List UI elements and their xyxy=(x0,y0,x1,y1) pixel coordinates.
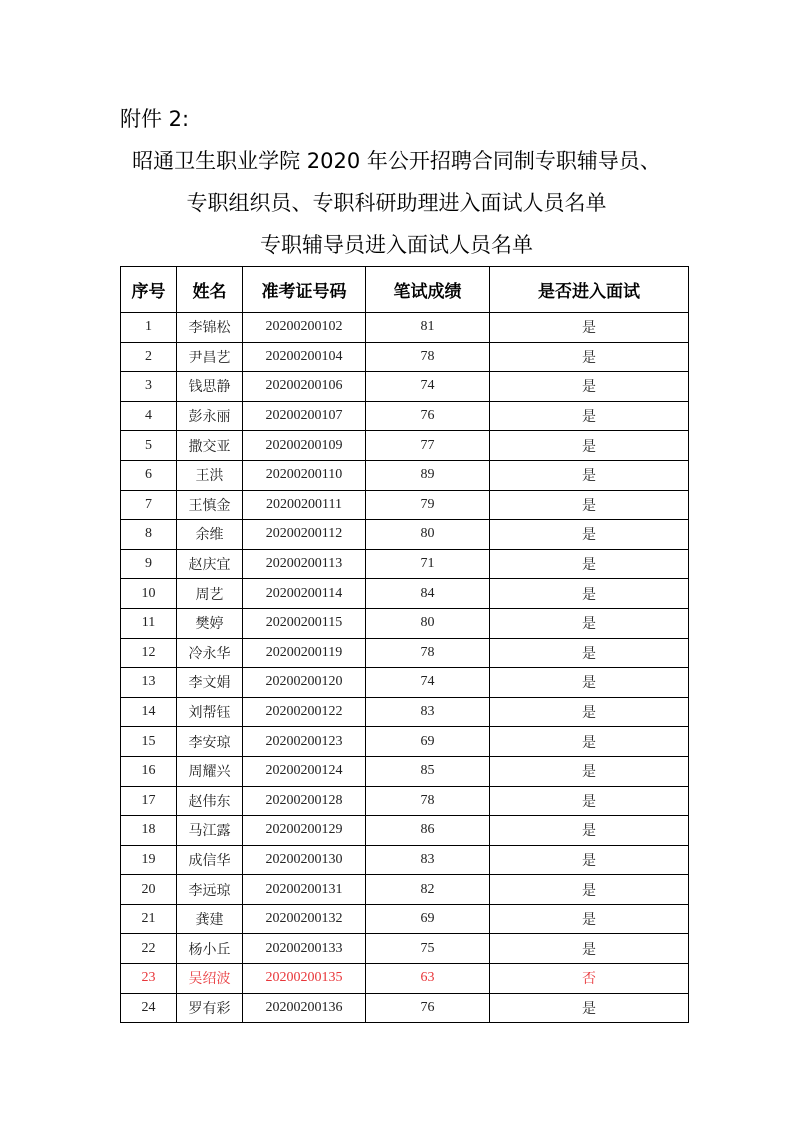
cell-interview: 是 xyxy=(490,401,689,431)
cell-exam-id: 20200200102 xyxy=(243,313,366,343)
cell-name: 冷永华 xyxy=(177,638,243,668)
cell-interview: 是 xyxy=(490,460,689,490)
table-row xyxy=(121,786,689,816)
table-header-row xyxy=(121,267,689,313)
table-subtitle: 专职辅导员进入面试人员名单 xyxy=(260,233,533,257)
cell-exam-id: 20200200133 xyxy=(243,934,366,964)
cell-score: 69 xyxy=(366,904,490,934)
cell-exam-id: 20200200129 xyxy=(243,816,366,846)
cell-score: 84 xyxy=(366,579,490,609)
cell-seq: 9 xyxy=(121,549,177,579)
cell-seq: 22 xyxy=(121,934,177,964)
cell-score: 83 xyxy=(366,845,490,875)
cell-interview: 是 xyxy=(490,608,689,638)
cell-name: 钱思静 xyxy=(177,372,243,402)
table-row xyxy=(121,372,689,402)
table-row xyxy=(121,668,689,698)
cell-name: 李文娟 xyxy=(177,668,243,698)
cell-exam-id: 20200200123 xyxy=(243,727,366,757)
cell-seq: 12 xyxy=(121,638,177,668)
cell-seq: 20 xyxy=(121,875,177,905)
cell-score: 74 xyxy=(366,372,490,402)
cell-seq: 5 xyxy=(121,431,177,461)
cell-exam-id: 20200200128 xyxy=(243,786,366,816)
cell-score: 83 xyxy=(366,697,490,727)
cell-interview: 是 xyxy=(490,520,689,550)
cell-interview: 是 xyxy=(490,786,689,816)
cell-exam-id: 20200200114 xyxy=(243,579,366,609)
cell-score: 77 xyxy=(366,431,490,461)
cell-name: 王慎金 xyxy=(177,490,243,520)
cell-score: 85 xyxy=(366,756,490,786)
cell-score: 80 xyxy=(366,608,490,638)
cell-name: 李远琼 xyxy=(177,875,243,905)
cell-exam-id: 20200200104 xyxy=(243,342,366,372)
cell-seq: 10 xyxy=(121,579,177,609)
cell-score: 81 xyxy=(366,313,490,343)
cell-exam-id: 20200200111 xyxy=(243,490,366,520)
document-title-line-2: 专职组织员、专职科研助理进入面试人员名单 xyxy=(186,191,607,215)
cell-interview: 是 xyxy=(490,372,689,402)
cell-interview: 是 xyxy=(490,342,689,372)
cell-score: 76 xyxy=(366,993,490,1023)
table-row xyxy=(121,845,689,875)
cell-seq: 13 xyxy=(121,668,177,698)
cell-score: 82 xyxy=(366,875,490,905)
cell-exam-id: 20200200109 xyxy=(243,431,366,461)
table-row xyxy=(121,520,689,550)
cell-name: 周耀兴 xyxy=(177,756,243,786)
cell-score: 86 xyxy=(366,816,490,846)
cell-score: 69 xyxy=(366,727,490,757)
cell-seq: 18 xyxy=(121,816,177,846)
cell-score: 71 xyxy=(366,549,490,579)
cell-seq: 17 xyxy=(121,786,177,816)
table-row xyxy=(121,727,689,757)
cell-score: 78 xyxy=(366,638,490,668)
column-header-score: 笔试成绩 xyxy=(366,267,490,313)
cell-exam-id: 20200200122 xyxy=(243,697,366,727)
cell-score: 74 xyxy=(366,668,490,698)
table-row xyxy=(121,697,689,727)
cell-exam-id: 20200200112 xyxy=(243,520,366,550)
cell-name: 李锦松 xyxy=(177,313,243,343)
cell-seq: 11 xyxy=(121,608,177,638)
cell-interview: 是 xyxy=(490,816,689,846)
cell-seq: 15 xyxy=(121,727,177,757)
cell-interview: 是 xyxy=(490,727,689,757)
cell-name: 赵庆宜 xyxy=(177,549,243,579)
cell-interview: 是 xyxy=(490,431,689,461)
cell-name: 余维 xyxy=(177,520,243,550)
cell-seq: 21 xyxy=(121,904,177,934)
cell-seq: 6 xyxy=(121,460,177,490)
cell-seq: 3 xyxy=(121,372,177,402)
table-row xyxy=(121,993,689,1023)
cell-interview: 是 xyxy=(490,313,689,343)
cell-exam-id: 20200200113 xyxy=(243,549,366,579)
cell-score: 89 xyxy=(366,460,490,490)
cell-seq: 19 xyxy=(121,845,177,875)
cell-exam-id: 20200200106 xyxy=(243,372,366,402)
cell-name: 吴绍波 xyxy=(177,964,243,994)
cell-interview: 是 xyxy=(490,638,689,668)
cell-seq: 7 xyxy=(121,490,177,520)
cell-seq: 1 xyxy=(121,313,177,343)
cell-interview: 是 xyxy=(490,579,689,609)
cell-name: 撒交亚 xyxy=(177,431,243,461)
table-row xyxy=(121,431,689,461)
table-row xyxy=(121,934,689,964)
cell-name: 杨小丘 xyxy=(177,934,243,964)
cell-score: 75 xyxy=(366,934,490,964)
table-row xyxy=(121,342,689,372)
table-row xyxy=(121,401,689,431)
cell-interview: 否 xyxy=(490,964,689,994)
cell-interview: 是 xyxy=(490,549,689,579)
cell-name: 马江露 xyxy=(177,816,243,846)
cell-name: 李安琼 xyxy=(177,727,243,757)
cell-seq: 2 xyxy=(121,342,177,372)
cell-exam-id: 20200200107 xyxy=(243,401,366,431)
cell-exam-id: 20200200132 xyxy=(243,904,366,934)
column-header-exam-id: 准考证号码 xyxy=(243,267,366,313)
cell-name: 彭永丽 xyxy=(177,401,243,431)
table-row xyxy=(121,816,689,846)
column-header-interview: 是否进入面试 xyxy=(490,267,689,313)
cell-name: 樊婷 xyxy=(177,608,243,638)
cell-exam-id: 20200200115 xyxy=(243,608,366,638)
cell-name: 赵伟东 xyxy=(177,786,243,816)
cell-name: 成信华 xyxy=(177,845,243,875)
cell-seq: 4 xyxy=(121,401,177,431)
table-row xyxy=(121,875,689,905)
cell-interview: 是 xyxy=(490,697,689,727)
table-body xyxy=(121,313,689,1023)
cell-score: 76 xyxy=(366,401,490,431)
cell-name: 罗有彩 xyxy=(177,993,243,1023)
cell-seq: 23 xyxy=(121,964,177,994)
table-row xyxy=(121,313,689,343)
cell-name: 龚建 xyxy=(177,904,243,934)
cell-interview: 是 xyxy=(490,756,689,786)
cell-name: 王洪 xyxy=(177,460,243,490)
cell-exam-id: 20200200131 xyxy=(243,875,366,905)
cell-interview: 是 xyxy=(490,490,689,520)
cell-exam-id: 20200200120 xyxy=(243,668,366,698)
cell-name: 尹昌艺 xyxy=(177,342,243,372)
table-row xyxy=(121,638,689,668)
table-row xyxy=(121,608,689,638)
table-row xyxy=(121,756,689,786)
table-row xyxy=(121,490,689,520)
cell-exam-id: 20200200136 xyxy=(243,993,366,1023)
table-row xyxy=(121,904,689,934)
table-row xyxy=(121,579,689,609)
cell-interview: 是 xyxy=(490,875,689,905)
document-title-line-1: 昭通卫生职业学院 2020 年公开招聘合同制专职辅导员、 xyxy=(132,149,661,173)
table-row xyxy=(121,549,689,579)
cell-exam-id: 20200200110 xyxy=(243,460,366,490)
cell-score: 80 xyxy=(366,520,490,550)
cell-seq: 16 xyxy=(121,756,177,786)
cell-exam-id: 20200200135 xyxy=(243,964,366,994)
column-header-seq: 序号 xyxy=(121,267,177,313)
interview-list-table xyxy=(120,266,689,1023)
cell-seq: 8 xyxy=(121,520,177,550)
cell-seq: 14 xyxy=(121,697,177,727)
cell-score: 63 xyxy=(366,964,490,994)
column-header-name: 姓名 xyxy=(177,267,243,313)
cell-name: 刘帮钰 xyxy=(177,697,243,727)
cell-interview: 是 xyxy=(490,668,689,698)
attachment-label: 附件 2: xyxy=(120,107,190,131)
table-row xyxy=(121,964,689,994)
cell-seq: 24 xyxy=(121,993,177,1023)
cell-score: 78 xyxy=(366,786,490,816)
cell-score: 79 xyxy=(366,490,490,520)
table-row xyxy=(121,460,689,490)
cell-interview: 是 xyxy=(490,934,689,964)
cell-interview: 是 xyxy=(490,904,689,934)
cell-exam-id: 20200200124 xyxy=(243,756,366,786)
cell-interview: 是 xyxy=(490,993,689,1023)
cell-name: 周艺 xyxy=(177,579,243,609)
cell-score: 78 xyxy=(366,342,490,372)
cell-exam-id: 20200200119 xyxy=(243,638,366,668)
cell-interview: 是 xyxy=(490,845,689,875)
cell-exam-id: 20200200130 xyxy=(243,845,366,875)
